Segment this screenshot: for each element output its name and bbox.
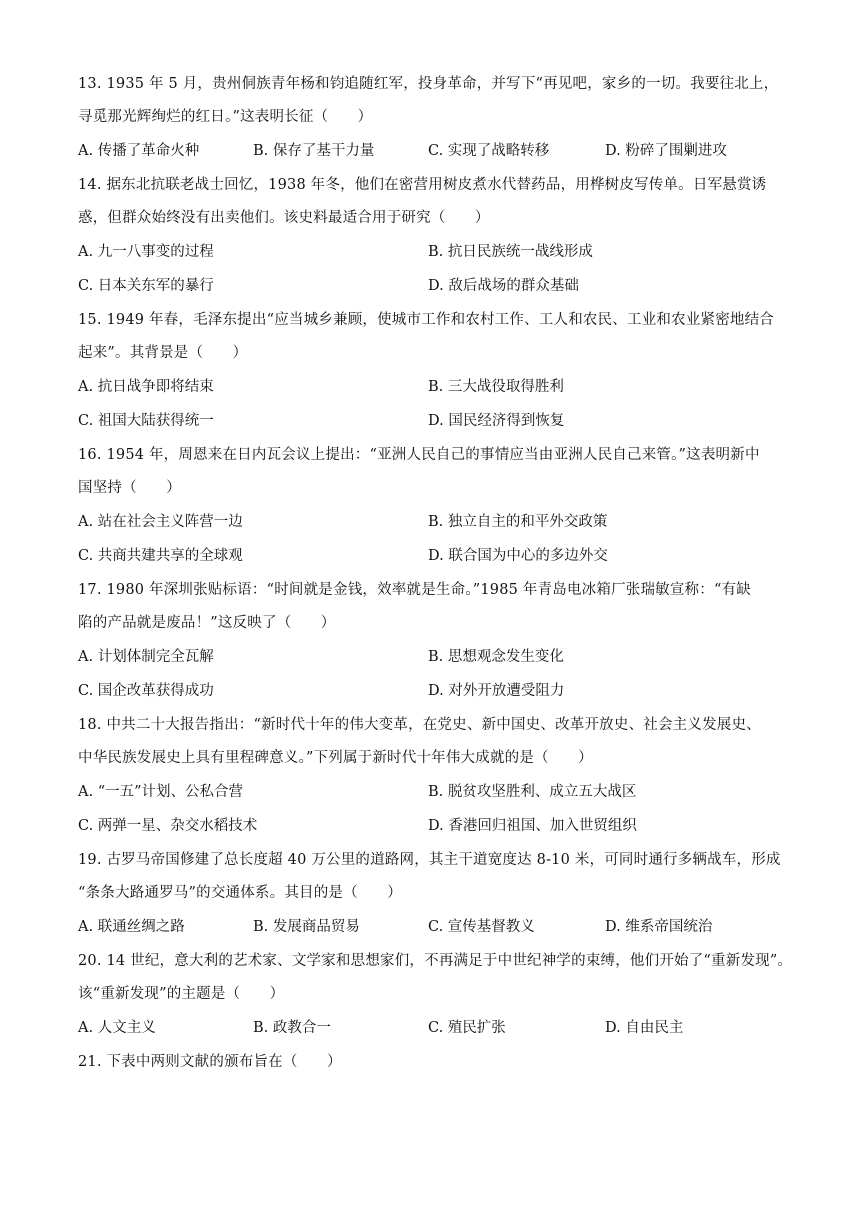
question-20-option-b[interactable]: B. 政教合一 (253, 1020, 331, 1036)
question-20-option-c[interactable]: C. 殖民扩张 (428, 1020, 506, 1036)
question-13-option-a[interactable]: A. 传播了革命火种 (78, 143, 200, 159)
question-17-option-c[interactable]: C. 国企改革获得成功 (78, 683, 214, 699)
question-14-option-a[interactable]: A. 九一八事变的过程 (78, 244, 214, 260)
question-15-line-2: 起来”。其背景是（ ） (78, 345, 248, 361)
question-17-option-d[interactable]: D. 对外开放遭受阻力 (428, 683, 565, 699)
question-14-line-2: 惑，但群众始终没有出卖他们。该史料最适合用于研究（ ） (78, 210, 490, 226)
question-19-option-d[interactable]: D. 维系帝国统治 (605, 919, 713, 935)
question-20-option-d[interactable]: D. 自由民主 (605, 1020, 684, 1036)
question-18-line-2: 中华民族发展史上具有里程碑意义。”下列属于新时代十年伟大成就的是（ ） (78, 750, 593, 766)
question-13-option-c[interactable]: C. 实现了战略转移 (428, 143, 550, 159)
question-14-option-c[interactable]: C. 日本关东军的暴行 (78, 278, 214, 294)
question-13-line-2: 寻觅那光辉绚烂的红日。”这表明长征（ ） (78, 109, 373, 125)
question-14-option-b[interactable]: B. 抗日民族统一战线形成 (428, 244, 593, 260)
question-14-line-1: 14. 据东北抗联老战士回忆，1938 年冬，他们在密营用树皮煮水代替药品，用桦树皮写传单。日军悬赏诱 (78, 177, 767, 193)
question-13-option-b[interactable]: B. 保存了基干力量 (253, 143, 375, 159)
question-19-option-b[interactable]: B. 发展商品贸易 (253, 919, 360, 935)
question-13-line-1: 13. 1935 年 5 月，贵州侗族青年杨和钧追随红军，投身革命，并写下“再见吧，家乡的一切。我要往北上， (78, 76, 779, 92)
question-20-line-2: 该“重新发现”的主题是（ ） (78, 986, 285, 1002)
question-17-option-a[interactable]: A. 计划体制完全瓦解 (78, 649, 214, 665)
question-15-option-c[interactable]: C. 祖国大陆获得统一 (78, 413, 214, 429)
question-15-option-a[interactable]: A. 抗日战争即将结束 (78, 379, 214, 395)
question-20-option-a[interactable]: A. 人文主义 (78, 1020, 156, 1036)
question-18-option-c[interactable]: C. 两弹一星、杂交水稻技术 (78, 818, 258, 834)
question-15-option-d[interactable]: D. 国民经济得到恢复 (428, 413, 565, 429)
question-15-line-1: 15. 1949 年春，毛泽东提出“应当城乡兼顾，使城市工作和农村工作、工人和农民、工业和农业紧密地结合 (78, 312, 774, 328)
question-18-line-1: 18. 中共二十大报告指出：“新时代十年的伟大变革，在党史、新中国史、改革开放史、社会主义发展史、 (78, 717, 761, 733)
question-17-line-1: 17. 1980 年深圳张贴标语：“时间就是金钱，效率就是生命。”1985 年青岛电冰箱厂张瑞敏宣称：“有缺 (78, 582, 751, 598)
question-16-line-1: 16. 1954 年，周恩来在日内瓦会议上提出：“亚洲人民自己的事情应当由亚洲人民自己来管。”这表明新中 (78, 447, 760, 463)
question-19-option-a[interactable]: A. 联通丝绸之路 (78, 919, 185, 935)
question-14-option-d[interactable]: D. 敌后战场的群众基础 (428, 278, 579, 294)
question-16-option-d[interactable]: D. 联合国为中心的多边外交 (428, 548, 608, 564)
question-18-option-a[interactable]: A. “一五”计划、公私合营 (78, 784, 244, 800)
question-17-line-2: 陷的产品就是废品！”这反映了（ ） (78, 615, 336, 631)
question-19-line-2: “条条大路通罗马”的交通体系。其目的是（ ） (78, 885, 402, 901)
question-16-line-2: 国坚持（ ） (78, 480, 181, 496)
question-18-option-d[interactable]: D. 香港回归祖国、加入世贸组织 (428, 818, 637, 834)
question-20-line-1: 20. 14 世纪，意大利的艺术家、文学家和思想家们，不再满足于中世纪神学的束缚，他们开始了“重新发现”。 (78, 953, 793, 969)
question-19-line-1: 19. 古罗马帝国修建了总长度超 40 万公里的道路网，其主干道宽度达 8-10 米，可同时通行多辆战车，形成 (78, 852, 781, 868)
question-21-line-1: 21. 下表中两则文献的颁布旨在（ ） (78, 1054, 342, 1070)
question-19-option-c[interactable]: C. 宣传基督教义 (428, 919, 535, 935)
question-16-option-a[interactable]: A. 站在社会主义阵营一边 (78, 514, 243, 530)
question-16-option-b[interactable]: B. 独立自主的和平外交政策 (428, 514, 608, 530)
question-17-option-b[interactable]: B. 思想观念发生变化 (428, 649, 564, 665)
question-18-option-b[interactable]: B. 脱贫攻坚胜利、成立五大战区 (428, 784, 637, 800)
question-16-option-c[interactable]: C. 共商共建共享的全球观 (78, 548, 243, 564)
question-15-option-b[interactable]: B. 三大战役取得胜利 (428, 379, 564, 395)
question-13-option-d[interactable]: D. 粉碎了围剿进攻 (605, 143, 727, 159)
